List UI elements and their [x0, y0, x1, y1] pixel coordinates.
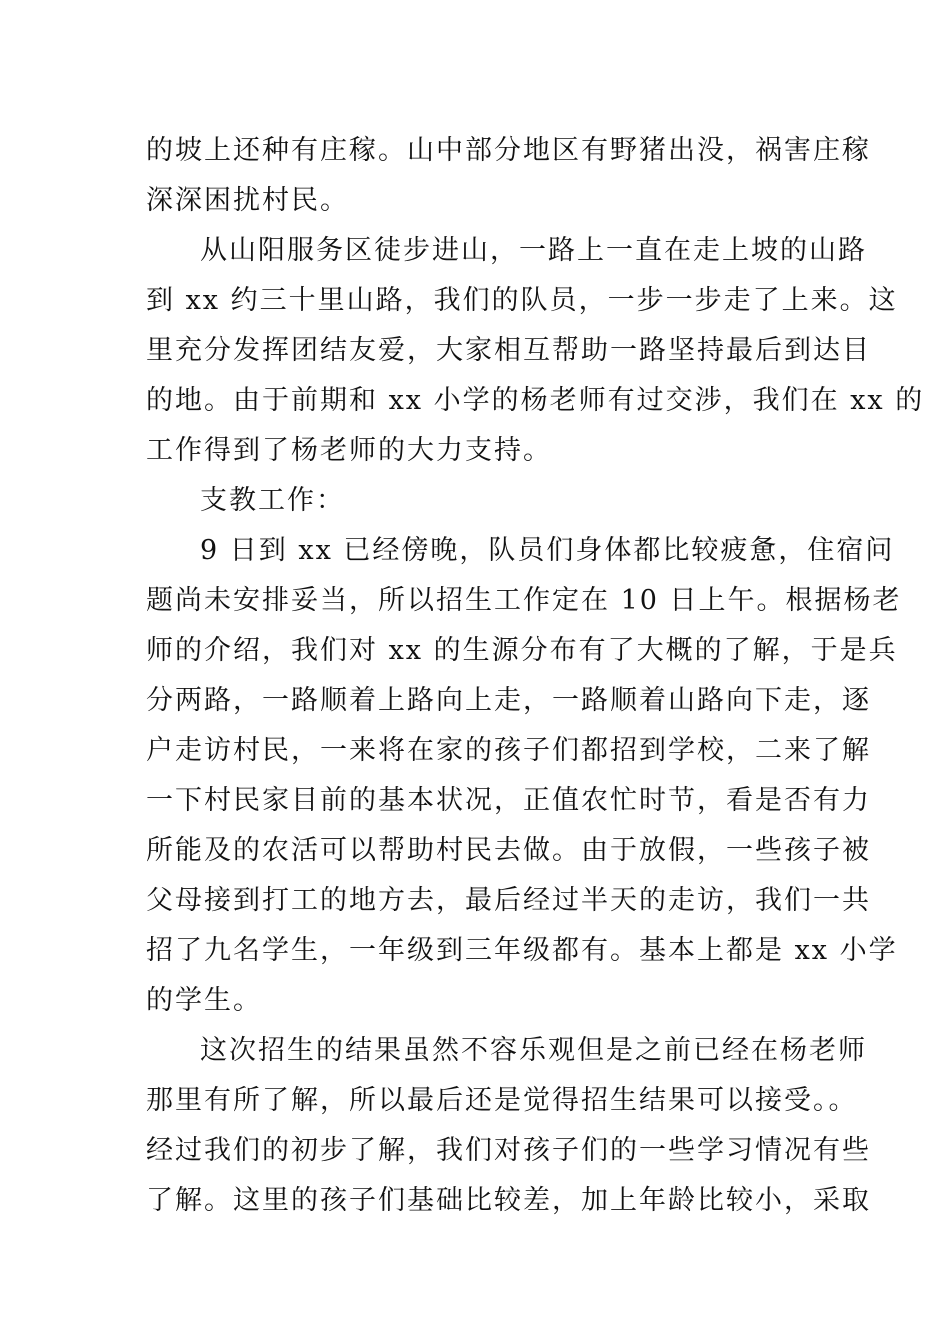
text-line: 9 日到 xx 已经傍晚，队员们身体都比较疲惫，住宿问	[200, 535, 895, 566]
paragraph-1	[146, 126, 871, 226]
paragraph-5	[146, 1026, 871, 1226]
paragraph-4	[146, 526, 902, 1026]
document-page	[146, 126, 925, 1226]
text-line: 这次招生的结果虽然不容乐观但是之前已经在杨老师	[200, 1035, 867, 1066]
text-line: 户走访村民，一来将在家的孩子们都招到学校，二来了解	[146, 735, 871, 766]
text-line: 父母接到打工的地方去，最后经过半天的走访，我们一共	[146, 885, 871, 916]
text-line: 所能及的农活可以帮助村民去做。由于放假，一些孩子被	[146, 835, 871, 866]
paragraph-3-heading	[146, 476, 806, 526]
text-line: 师的介绍，我们对 xx 的生源分布有了大概的了解，于是兵	[146, 635, 898, 666]
text-line: 了解。这里的孩子们基础比较差，加上年龄比较小，采取	[146, 1185, 871, 1216]
text-line: 那里有所了解，所以最后还是觉得招生结果可以接受。。	[146, 1085, 858, 1116]
paragraph-2	[146, 226, 925, 476]
section-heading: 支教工作：	[200, 485, 345, 516]
text-line: 到 xx 约三十里山路，我们的队员，一步一步走了上来。这	[146, 285, 898, 316]
text-line: 深深困扰村民。	[146, 185, 349, 216]
text-line: 招了九名学生，一年级到三年级都有。基本上都是 xx 小学	[146, 935, 898, 966]
text-line: 一下村民家目前的基本状况，正值农忙时节，看是否有力	[146, 785, 871, 816]
text-line: 的坡上还种有庄稼。山中部分地区有野猪出没，祸害庄稼	[146, 135, 871, 166]
text-line: 从山阳服务区徒步进山，一路上一直在走上坡的山路	[200, 235, 867, 266]
text-line: 经过我们的初步了解，我们对孩子们的一些学习情况有些	[146, 1135, 871, 1166]
text-line: 的地。由于前期和 xx 小学的杨老师有过交涉，我们在 xx 的	[146, 385, 925, 416]
text-line: 题尚未安排妥当，所以招生工作定在 10 日上午。根据杨老	[146, 585, 902, 616]
text-line: 里充分发挥团结友爱，大家相互帮助一路坚持最后到达目	[146, 335, 871, 366]
text-line: 分两路，一路顺着上路向上走，一路顺着山路向下走，逐	[146, 685, 871, 716]
text-line: 工作得到了杨老师的大力支持。	[146, 435, 552, 466]
text-line: 的学生。	[146, 985, 262, 1016]
